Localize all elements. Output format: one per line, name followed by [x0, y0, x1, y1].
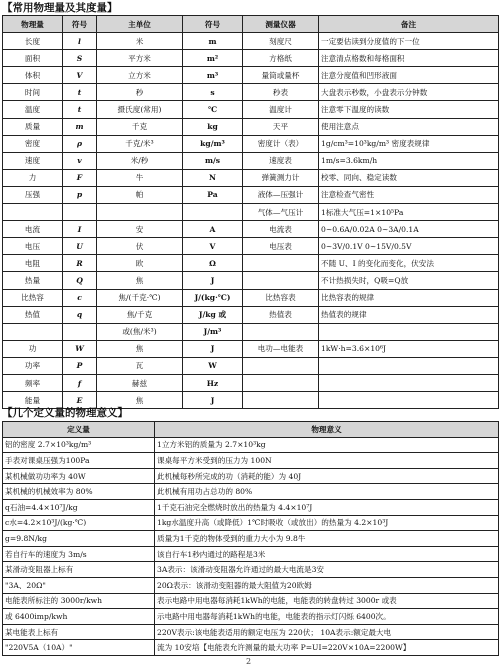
table-cell: 瓦: [97, 357, 183, 374]
table-cell: m: [183, 33, 243, 50]
table-cell: 课桌每平方米受到的压力为 100N: [155, 453, 499, 469]
table-cell: 使用注意点: [319, 118, 499, 135]
table-cell: 力: [3, 169, 63, 186]
table-cell: 秒: [97, 84, 183, 101]
table-row: [3, 186, 499, 203]
table-row: [3, 169, 499, 186]
table-cell: W: [63, 340, 97, 357]
table-cell: U: [63, 238, 97, 255]
table-cell: 液体—压强计: [243, 186, 319, 203]
definitions-table: [2, 421, 499, 656]
table-cell: 注意分度值和凹形液面: [319, 67, 499, 84]
table-cell: "3A、20Ω": [3, 577, 155, 593]
table-cell: 刻度尺: [243, 33, 319, 50]
table-row: [3, 204, 499, 221]
table-row: [3, 453, 499, 469]
table-cell: 1g/cm³=10³kg/m³ 密度表规律: [319, 135, 499, 152]
table-cell: R: [63, 255, 97, 272]
table-cell: 电压表: [243, 238, 319, 255]
table-cell: 帕: [97, 186, 183, 203]
table-cell: 焦: [97, 272, 183, 289]
table-cell: p: [63, 186, 97, 203]
table-cell: 或 6400imp/kwh: [3, 609, 155, 625]
table-cell: 平方米: [97, 50, 183, 67]
table-header-row: [3, 422, 499, 438]
table-cell: 电功—电能表: [243, 340, 319, 357]
table-cell: 表示电路中用电器每消耗1kWh的电能，电能表的转盘转过 3000r 或表: [155, 593, 499, 609]
table-cell: 比热容: [3, 289, 63, 306]
table-header-row: [3, 16, 499, 33]
table-cell: [243, 374, 319, 391]
table-row: [3, 484, 499, 500]
header-cell: 符号: [63, 16, 97, 33]
table-row: [3, 67, 499, 84]
table-cell: [243, 272, 319, 289]
header-cell: 物理量: [3, 16, 63, 33]
table-cell: 功: [3, 340, 63, 357]
table-cell: 电流表: [243, 221, 319, 238]
table-cell: 牛: [97, 169, 183, 186]
table-cell: 热值表的规律: [319, 306, 499, 323]
table-cell: 注意零下温度的读数: [319, 101, 499, 118]
table-row: [3, 593, 499, 609]
table-row: [3, 323, 499, 340]
table-cell: 气体—气压计: [243, 204, 319, 221]
table-cell: 电阻: [3, 255, 63, 272]
table-row: [3, 101, 499, 118]
table-cell: 不计热损失时，Q吸=Q放: [319, 272, 499, 289]
table-row: [3, 272, 499, 289]
table-cell: [243, 392, 319, 409]
table-cell: kg: [183, 118, 243, 135]
header-cell: 备注: [319, 16, 499, 33]
table-cell: V: [63, 67, 97, 84]
table-cell: 速度: [3, 152, 63, 169]
header-cell: 符号: [183, 16, 243, 33]
table-row: [3, 562, 499, 578]
table-cell: kg/m³: [183, 135, 243, 152]
table-cell: 1kg水温度升高（或降低）1℃时吸收（或放出）的热量为 4.2×10³J: [155, 515, 499, 531]
table-cell: J/(kg·℃): [183, 289, 243, 306]
table-row: [3, 609, 499, 625]
table-row: [3, 152, 499, 169]
table-cell: 220V表示:该电能表适用的额定电压为 220伏； 10A表示:额定最大电: [155, 624, 499, 640]
header-cell: 测量仪器: [243, 16, 319, 33]
table-row: [3, 374, 499, 391]
table-cell: [319, 323, 499, 340]
table-cell: J: [183, 340, 243, 357]
table-row: [3, 255, 499, 272]
table-cell: 功率: [3, 357, 63, 374]
table-cell: J: [183, 272, 243, 289]
quantities-table: [2, 15, 499, 409]
table-cell: m: [63, 118, 97, 135]
table-cell: 电压: [3, 238, 63, 255]
table-cell: 3A表示：该滑动变阻器允许通过的最大电流是3安: [155, 562, 499, 578]
table-cell: 欧: [97, 255, 183, 272]
table-cell: [3, 323, 63, 340]
table-cell: 焦: [97, 340, 183, 357]
table-cell: 注意检查气密性: [319, 186, 499, 203]
table-cell: 方格纸: [243, 50, 319, 67]
table-cell: 比热容表: [243, 289, 319, 306]
table-cell: A: [183, 221, 243, 238]
table-cell: 不随 U、I 的变化而变化，伏安法: [319, 255, 499, 272]
table-cell: 焦: [97, 392, 183, 409]
table-cell: 该自行车1秒内通过的路程是3米: [155, 546, 499, 562]
table-cell: 质量为1千克的物体受到的重力大小为 9.8牛: [155, 531, 499, 547]
header-cell: 物理意义: [155, 422, 499, 438]
table-cell: Hz: [183, 374, 243, 391]
table-cell: 量筒或量杯: [243, 67, 319, 84]
table-cell: [243, 323, 319, 340]
table-cell: q: [63, 306, 97, 323]
table-cell: c: [63, 289, 97, 306]
table-cell: g=9.8N/kg: [3, 531, 155, 547]
table-cell: 一定要估读到分度值的下一位: [319, 33, 499, 50]
table-row: [3, 468, 499, 484]
table-cell: l: [63, 33, 97, 50]
table-cell: 热值表: [243, 306, 319, 323]
table-cell: 铝的密度 2.7×10³kg/m³: [3, 437, 155, 453]
table-row: [3, 118, 499, 135]
table-cell: f: [63, 374, 97, 391]
table-cell: 长度: [3, 33, 63, 50]
table-cell: V: [183, 238, 243, 255]
table-cell: 秒表: [243, 84, 319, 101]
table-cell: 1标准大气压=1×10⁵Pa: [319, 204, 499, 221]
section-title-quantities: 【常用物理量及其度量】: [2, 2, 118, 14]
table-cell: 赫兹: [97, 374, 183, 391]
table-cell: 或(焦/米³): [97, 323, 183, 340]
table-cell: 流为 10安培【电能表允许测量的最大功率 P=UI=220V×10A=2200W】: [155, 640, 499, 656]
table-cell: 20Ω表示：该滑动变阻器的最大阻值为20欧姆: [155, 577, 499, 593]
table-cell: 此机械每秒所完成的功（消耗的能）为 40J: [155, 468, 499, 484]
table-cell: ℃: [183, 101, 243, 118]
table-row: [3, 437, 499, 453]
table-cell: "220V5A（10A）": [3, 640, 155, 656]
table-cell: [63, 323, 97, 340]
table-cell: 1立方米铝的质量为 2.7×10³kg: [155, 437, 499, 453]
table-cell: 安: [97, 221, 183, 238]
table-cell: 温度: [3, 101, 63, 118]
table-cell: 某机械做功功率为 40W: [3, 468, 155, 484]
table-row: [3, 33, 499, 50]
table-cell: 温度计: [243, 101, 319, 118]
table-cell: W: [183, 357, 243, 374]
table-row: [3, 306, 499, 323]
table-cell: t: [63, 101, 97, 118]
table-row: [3, 624, 499, 640]
table-cell: 电流: [3, 221, 63, 238]
table-cell: 千克/米³: [97, 135, 183, 152]
table-row: [3, 531, 499, 547]
table-row: [3, 340, 499, 357]
header-cell: 定义量: [3, 422, 155, 438]
table-cell: 能量: [3, 392, 63, 409]
table-cell: [97, 204, 183, 221]
table-cell: t: [63, 84, 97, 101]
table-cell: [243, 255, 319, 272]
table-cell: 频率: [3, 374, 63, 391]
table-cell: m²: [183, 50, 243, 67]
table-cell: 某机械的机械效率为 80%: [3, 484, 155, 500]
table-cell: 千克: [97, 118, 183, 135]
table-cell: 热值: [3, 306, 63, 323]
table-cell: 体积: [3, 67, 63, 84]
table-cell: s: [183, 84, 243, 101]
table-cell: 注意清点格数和每格面积: [319, 50, 499, 67]
table-cell: [319, 392, 499, 409]
table-row: [3, 135, 499, 152]
table-cell: 焦/(千克·℃): [97, 289, 183, 306]
table-cell: F: [63, 169, 97, 186]
table-row: [3, 50, 499, 67]
table-cell: 校零、同向、稳定读数: [319, 169, 499, 186]
table-cell: 0~3V/0.1V 0~15V/0.5V: [319, 238, 499, 255]
table-row: [3, 221, 499, 238]
table-cell: I: [63, 221, 97, 238]
table-cell: 天平: [243, 118, 319, 135]
table-cell: [183, 204, 243, 221]
table-cell: m³: [183, 67, 243, 84]
table-row: [3, 289, 499, 306]
table-cell: [63, 204, 97, 221]
table-cell: 大盘表示秒数，小盘表示分钟数: [319, 84, 499, 101]
table-cell: 1千克石油完全燃烧时放出的热量为 4.4×10⁷J: [155, 499, 499, 515]
table-cell: J: [183, 392, 243, 409]
table-cell: 面积: [3, 50, 63, 67]
table-cell: 质量: [3, 118, 63, 135]
table-cell: J/m³: [183, 323, 243, 340]
section-title-definitions: 【几个定义量的物理意义】: [2, 407, 128, 419]
table-cell: 时间: [3, 84, 63, 101]
table-cell: q石油=4.4×10⁷J/kg: [3, 499, 155, 515]
table-cell: 某电能表上标有: [3, 624, 155, 640]
table-cell: [3, 204, 63, 221]
table-cell: 密度: [3, 135, 63, 152]
table-row: [3, 238, 499, 255]
table-row: [3, 640, 499, 656]
header-cell: 主单位: [97, 16, 183, 33]
table-cell: 若自行车的速度为 3m/s: [3, 546, 155, 562]
table-cell: 伏: [97, 238, 183, 255]
table-cell: 热量: [3, 272, 63, 289]
table-row: [3, 515, 499, 531]
table-row: [3, 499, 499, 515]
table-row: [3, 357, 499, 374]
table-cell: m/s: [183, 152, 243, 169]
table-cell: c水=4.2×10³J/(kg·℃): [3, 515, 155, 531]
page-number: 2: [246, 657, 252, 666]
table-cell: P: [63, 357, 97, 374]
table-row: [3, 84, 499, 101]
table-cell: [319, 374, 499, 391]
table-cell: 弹簧测力计: [243, 169, 319, 186]
table-row: [3, 546, 499, 562]
table-cell: 电能表所标注的 3000r/kwh: [3, 593, 155, 609]
table-cell: S: [63, 50, 97, 67]
table-cell: 1m/s=3.6km/h: [319, 152, 499, 169]
table-cell: 此机械有用功占总功的 80%: [155, 484, 499, 500]
table-cell: 手表对课桌压强为100Pa: [3, 453, 155, 469]
table-cell: E: [63, 392, 97, 409]
table-cell: 密度计（表）: [243, 135, 319, 152]
table-cell: Q: [63, 272, 97, 289]
table-cell: v: [63, 152, 97, 169]
table-cell: [319, 357, 499, 374]
table-cell: 压强: [3, 186, 63, 203]
table-cell: 1kW·h=3.6×10⁶J: [319, 340, 499, 357]
table-cell: N: [183, 169, 243, 186]
table-cell: 焦/千克: [97, 306, 183, 323]
table-cell: Pa: [183, 186, 243, 203]
table-cell: 米/秒: [97, 152, 183, 169]
table-cell: 比热容表的规律: [319, 289, 499, 306]
table-row: [3, 577, 499, 593]
table-cell: 米: [97, 33, 183, 50]
table-cell: J/kg 或: [183, 306, 243, 323]
table-cell: 速度表: [243, 152, 319, 169]
table-cell: 0~0.6A/0.02A 0~3A/0.1A: [319, 221, 499, 238]
table-cell: 某滑动变阻器上标有: [3, 562, 155, 578]
table-cell: ρ: [63, 135, 97, 152]
table-cell: 示电路中用电器每消耗1kWh的电能，电能表的指示灯闪烁 6400次。: [155, 609, 499, 625]
table-cell: [243, 357, 319, 374]
table-cell: 立方米: [97, 67, 183, 84]
table-cell: 摄氏度(常用): [97, 101, 183, 118]
table-cell: Ω: [183, 255, 243, 272]
